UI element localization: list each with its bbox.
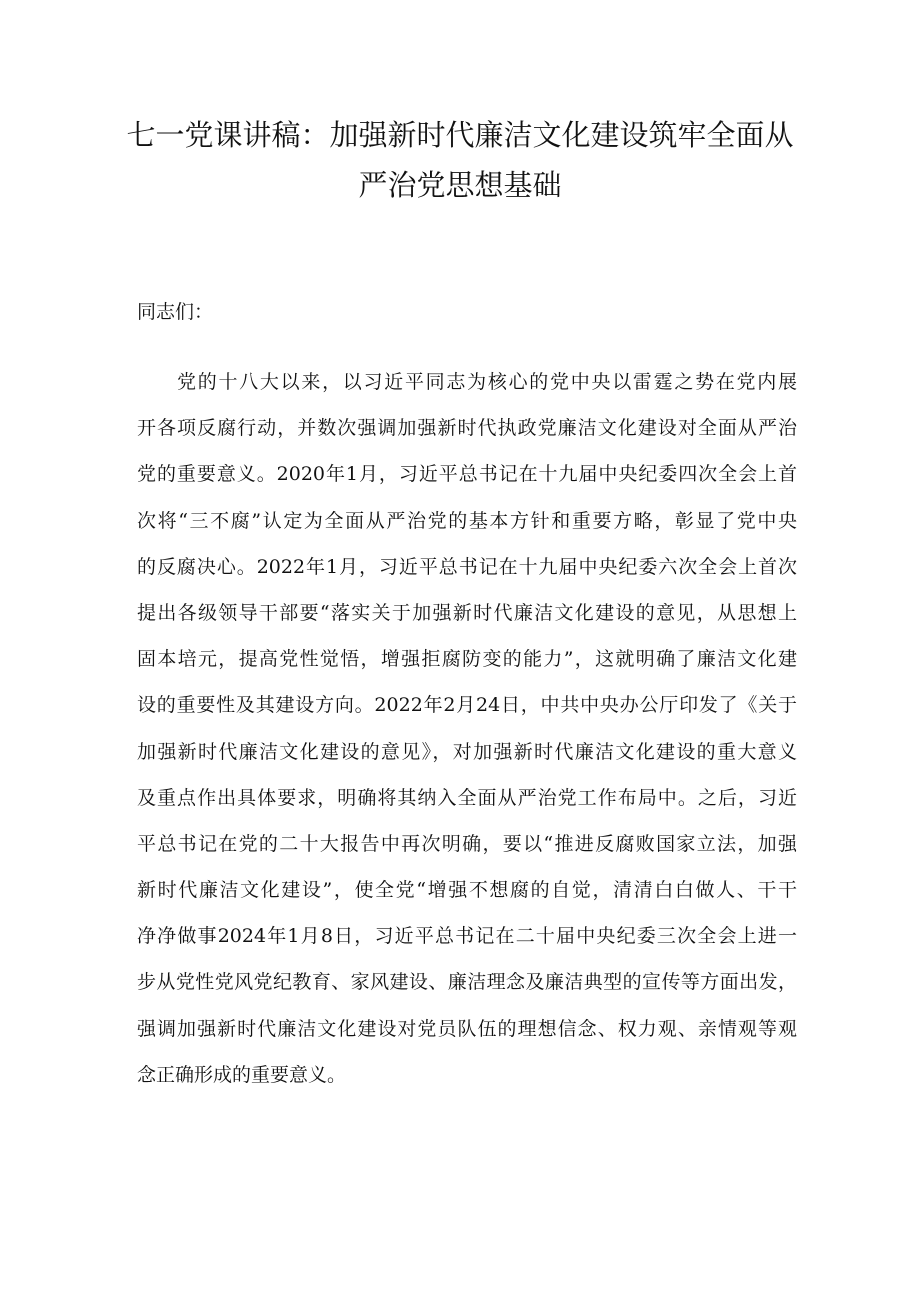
paragraph-line: 加强新时代廉洁文化建设的意见》，对加强新时代廉洁文化建设的重大意义 xyxy=(137,740,797,763)
paragraph-line: 开各项反腐行动，并数次强调加强新时代执政党廉洁文化建设对全面从严治 xyxy=(137,417,797,440)
paragraph-line: 设的重要性及其建设方向。2022年2月24日，中共中央办公厅印发了《关于 xyxy=(137,694,797,717)
paragraph-line: 强调加强新时代廉洁文化建设对党员队伍的理想信念、权力观、亲情观等观 xyxy=(137,1017,797,1040)
paragraph-line: 步从党性党风党纪教育、家风建设、廉洁理念及廉洁典型的宣传等方面出发， xyxy=(137,971,797,994)
body-paragraph xyxy=(137,359,797,1098)
salutation: 同志们： xyxy=(137,301,214,323)
paragraph-line: 新时代廉洁文化建设”，使全党“增强不想腐的自觉，清清白白做人、干干 xyxy=(137,879,797,902)
paragraph-line: 净净做事2024年1月8日，习近平总书记在二十届中央纪委三次全会上进一 xyxy=(137,925,797,948)
title-line-2: 严治党思想基础 xyxy=(358,168,562,202)
paragraph-line: 念正确形成的重要意义。 xyxy=(137,1063,347,1086)
paragraph-line: 及重点作出具体要求，明确将其纳入全面从严治党工作布局中。之后，习近 xyxy=(137,786,797,809)
paragraph-line: 党的十八大以来，以习近平同志为核心的党中央以雷霆之势在党内展 xyxy=(177,371,797,393)
paragraph-line: 提出各级领导干部要“落实关于加强新时代廉洁文化建设的意见，从思想上 xyxy=(137,601,797,624)
paragraph-line: 平总书记在党的二十大报告中再次明确，要以“推进反腐败国家立法，加强 xyxy=(137,832,797,855)
paragraph-line: 的反腐决心。2022年1月，习近平总书记在十九届中央纪委六次全会上首次 xyxy=(137,555,797,578)
paragraph-line: 党的重要意义。2020年1月，习近平总书记在十九届中央纪委四次全会上首 xyxy=(137,463,797,486)
title-line-1: 七一党课讲稿：加强新时代廉洁文化建设筑牢全面从 xyxy=(126,118,794,152)
paragraph-line: 固本培元，提高党性觉悟，增强拒腐防变的能力”，这就明确了廉洁文化建 xyxy=(137,648,797,671)
paragraph-line: 次将“三不腐”认定为全面从严治党的基本方针和重要方略，彰显了党中央 xyxy=(137,509,797,532)
document-title xyxy=(120,110,800,210)
